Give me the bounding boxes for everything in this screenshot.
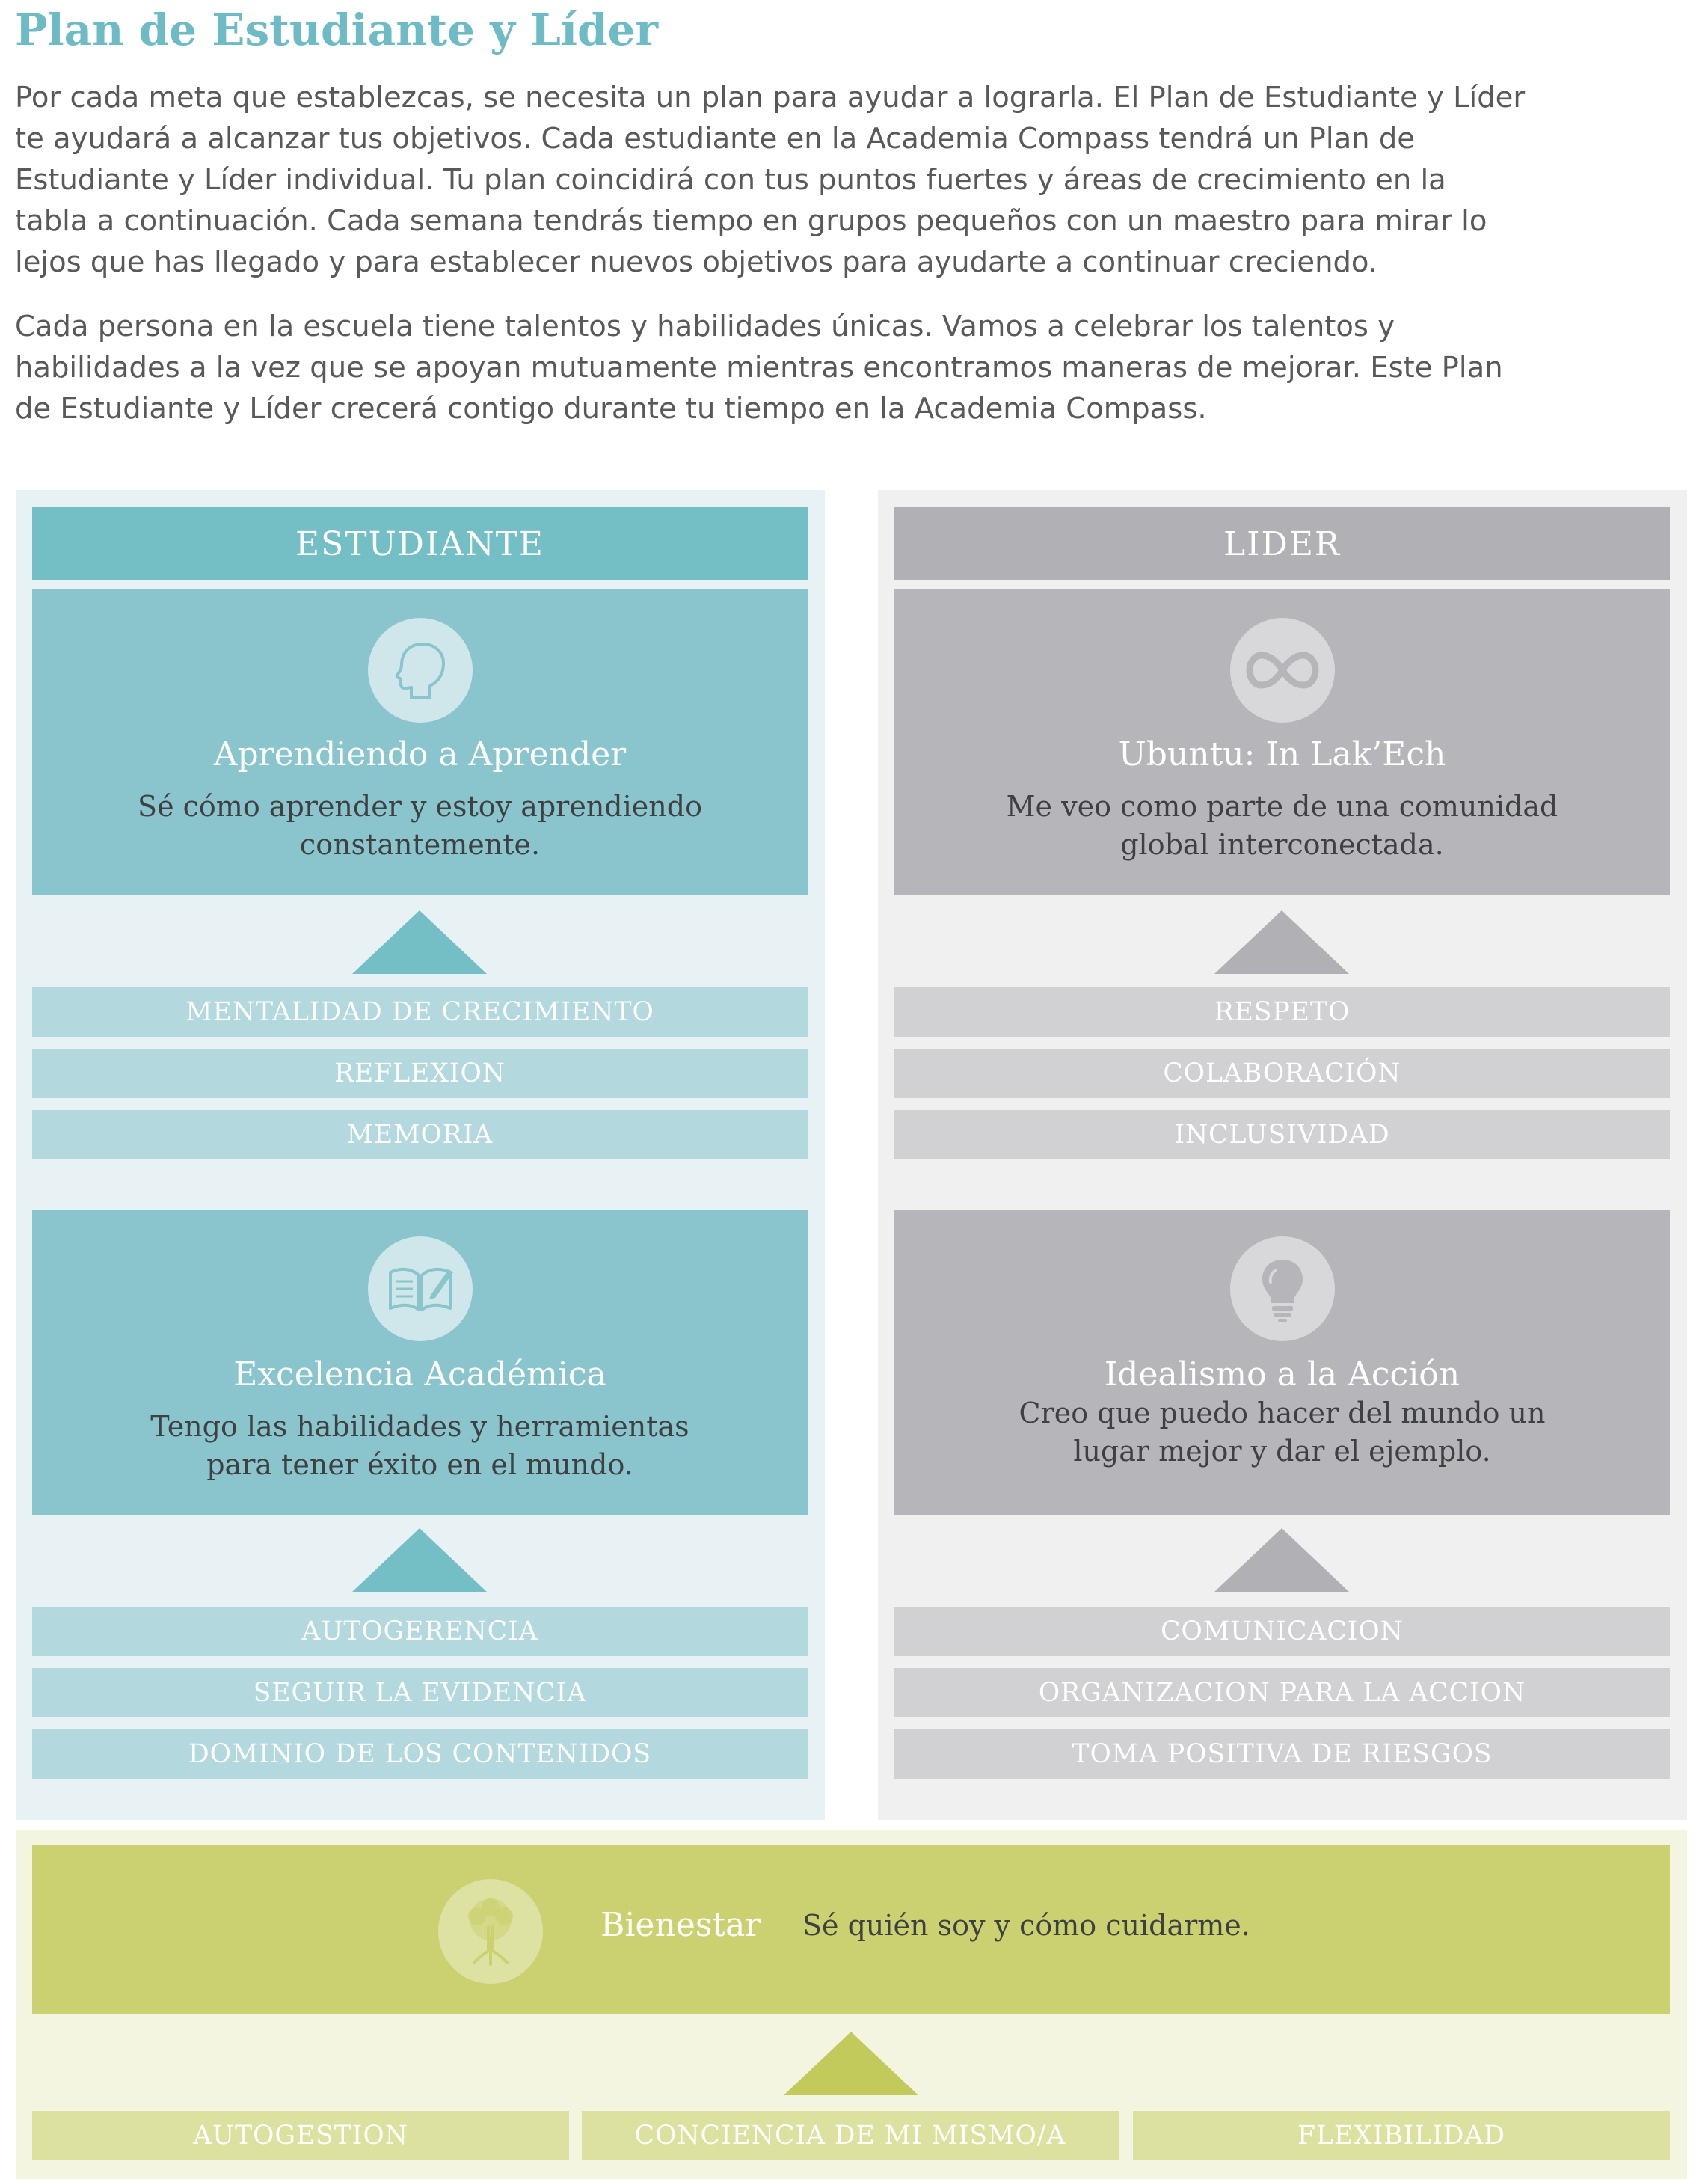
intro-line: tabla a continuación. Cada semana tendrás tiempo en grupos pequeños con un maestro para mirar lo bbox=[15, 204, 1487, 238]
intro-paragraph-1 bbox=[15, 77, 1698, 283]
intro-line: Por cada meta que establezcas, se necesita un plan para ayudar a lograrla. El Plan de Estudiante y Líder bbox=[15, 81, 1526, 114]
intro-line: Estudiante y Líder individual. Tu plan coincidirá con tus puntos fuertes y áreas de crecimiento en la bbox=[15, 163, 1446, 197]
intro-line: te ayudará a alcanzar tus objetivos. Cada estudiante en la Academia Compass tendrá un Plan de bbox=[15, 122, 1415, 156]
skill-bar: CONCIENCIA DE MI MISMO/A bbox=[582, 2111, 1119, 2160]
idealism-to-action-card bbox=[894, 1210, 1670, 1515]
skill-bar: MEMORIA bbox=[32, 1110, 808, 1159]
intro-paragraph-2 bbox=[15, 306, 1698, 429]
card-desc-line: Me veo como parte de una comunidad bbox=[1006, 790, 1558, 823]
skill-bar: DOMINIO DE LOS CONTENIDOS bbox=[32, 1729, 808, 1779]
card-description bbox=[939, 788, 1625, 864]
card-desc-line: constantemente. bbox=[299, 828, 541, 861]
student-header: ESTUDIANTE bbox=[32, 507, 808, 580]
open-book-pencil-icon bbox=[368, 1236, 473, 1341]
skill-bar: RESPETO bbox=[894, 987, 1670, 1037]
card-desc-line: Creo que puedo hacer del mundo un bbox=[1019, 1397, 1546, 1429]
card-title: Aprendiendo a Aprender bbox=[213, 735, 627, 773]
up-arrow-triangle bbox=[352, 910, 487, 974]
head-profile-icon bbox=[368, 618, 473, 723]
card-desc-line: para tener éxito en el mundo. bbox=[206, 1448, 633, 1481]
card-description bbox=[939, 1394, 1625, 1471]
card-desc-line: lugar mejor y dar el ejemplo. bbox=[1073, 1435, 1491, 1468]
skill-bar: AUTOGERENCIA bbox=[32, 1607, 808, 1656]
learning-to-learn-card bbox=[32, 589, 808, 895]
skill-bar: FLEXIBILIDAD bbox=[1133, 2111, 1670, 2160]
skill-bar: TOMA POSITIVA DE RIESGOS bbox=[894, 1729, 1670, 1779]
card-desc-line: Sé cómo aprender y estoy aprendiendo bbox=[138, 790, 702, 823]
card-desc-line: global interconectada. bbox=[1120, 828, 1444, 861]
lightbulb-icon bbox=[1230, 1236, 1335, 1341]
up-arrow-triangle bbox=[352, 1528, 487, 1592]
skill-bar: MENTALIDAD DE CRECIMIENTO bbox=[32, 987, 808, 1037]
infinity-icon bbox=[1230, 618, 1335, 723]
up-arrow-triangle bbox=[1214, 910, 1349, 974]
wellbeing-card bbox=[32, 1845, 1670, 2014]
card-title: Idealismo a la Acción bbox=[1104, 1355, 1460, 1394]
skill-bar: COLABORACIÓN bbox=[894, 1049, 1670, 1098]
skill-bar: SEGUIR LA EVIDENCIA bbox=[32, 1668, 808, 1717]
card-desc-line: Tengo las habilidades y herramientas bbox=[150, 1410, 689, 1443]
wellbeing-description: Sé quién soy y cómo cuidarme. bbox=[802, 1909, 1250, 1942]
card-title: Excelencia Académica bbox=[233, 1355, 606, 1394]
intro-line: habilidades a la vez que se apoyan mutuamente mientras encontramos maneras de mejorar. Este Plan bbox=[15, 351, 1503, 384]
page-title: Plan de Estudiante y Líder bbox=[15, 4, 659, 55]
card-description bbox=[77, 1408, 763, 1484]
up-arrow-triangle bbox=[784, 2032, 918, 2095]
skill-bar: REFLEXION bbox=[32, 1049, 808, 1098]
skill-bar: AUTOGESTION bbox=[32, 2111, 569, 2160]
wellbeing-title: Bienestar bbox=[600, 1906, 761, 1944]
academic-excellence-card bbox=[32, 1210, 808, 1515]
intro-line: Cada persona en la escuela tiene talentos y habilidades únicas. Vamos a celebrar los talentos y bbox=[15, 310, 1395, 343]
card-description bbox=[77, 788, 763, 864]
intro-line: lejos que has llegado y para establecer nuevos objetivos para ayudarte a continuar creciendo. bbox=[15, 245, 1378, 279]
leader-header: LIDER bbox=[894, 507, 1670, 580]
intro-line: de Estudiante y Líder crecerá contigo durante tu tiempo en la Academia Compass. bbox=[15, 392, 1207, 426]
ubuntu-card bbox=[894, 589, 1670, 895]
skill-bar: COMUNICACION bbox=[894, 1607, 1670, 1656]
skill-bar: ORGANIZACION PARA LA ACCION bbox=[894, 1668, 1670, 1717]
up-arrow-triangle bbox=[1214, 1528, 1349, 1592]
skill-bar: INCLUSIVIDAD bbox=[894, 1110, 1670, 1159]
tree-icon bbox=[438, 1879, 543, 1984]
card-title: Ubuntu: In Lak’Ech bbox=[1118, 735, 1446, 773]
